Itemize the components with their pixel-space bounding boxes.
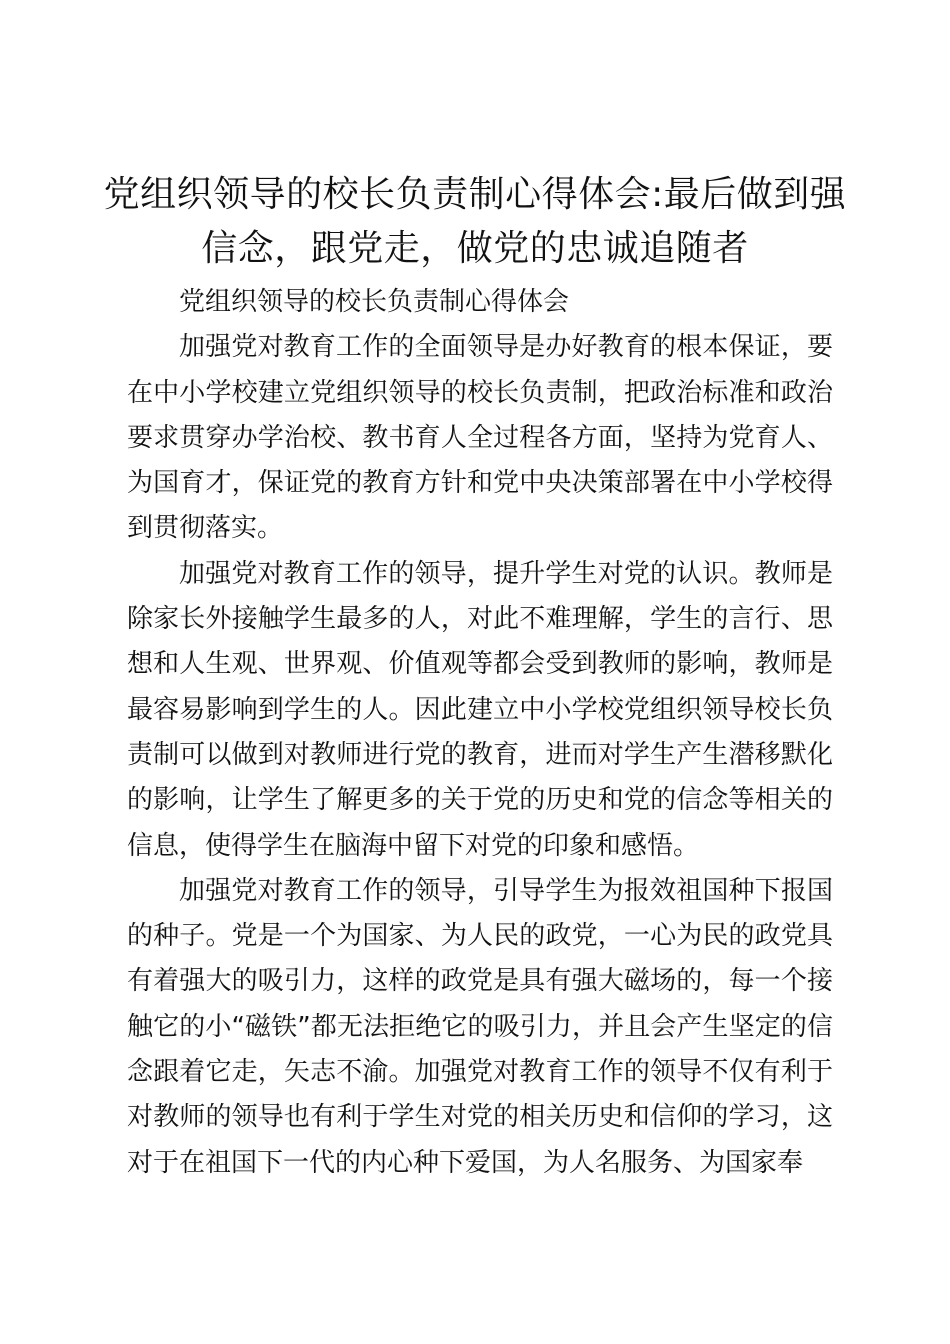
document-title: 党组织领导的校长负责制心得体会:最后做到强信念，跟党走，做党的忠诚追随者	[103, 174, 847, 269]
paragraph: 加强党对教育工作的领导，提升学生对党的认识。教师是除家长外接触学生最多的人，对此不难理解，学生的言行、思想和人生观、世界观、价值观等都会受到教师的影响，教师是最容易影响到学生的人。因此建立中小学校党组织领导校长负责制可以做到对教师进行党的教育，进而对学生产生潜移默化的影响，让学生了解更多的关于党的历史和党的信念等相关的信息，使得学生在脑海中留下对党的印象和感悟。	[127, 558, 833, 861]
document-subtitle: 党组织领导的校长负责制心得体会	[179, 287, 570, 317]
paragraph: 加强党对教育工作的全面领导是办好教育的根本保证，要在中小学校建立党组织领导的校长负责制，把政治标准和政治要求贯穿办学治校、教书育人全过程各方面，坚持为党育人、为国育才，保证党的教育方针和党中央决策部署在中小学校得到贯彻落实。	[127, 332, 833, 544]
paragraph: 加强党对教育工作的领导，引导学生为报效祖国种下报国的种子。党是一个为国家、为人民的政党，一心为民的政党具有着强大的吸引力，这样的政党是具有强大磁场的，每一个接触它的小“磁铁”都无法拒绝它的吸引力，并且会产生坚定的信念跟着它走，矢志不渝。加强党对教育工作的领导不仅有利于对教师的领导也有利于学生对党的相关历史和信仰的学习，这对于在祖国下一代的内心种下爱国，为人名服务、为国家奉	[127, 875, 833, 1178]
document-body	[127, 280, 833, 1186]
